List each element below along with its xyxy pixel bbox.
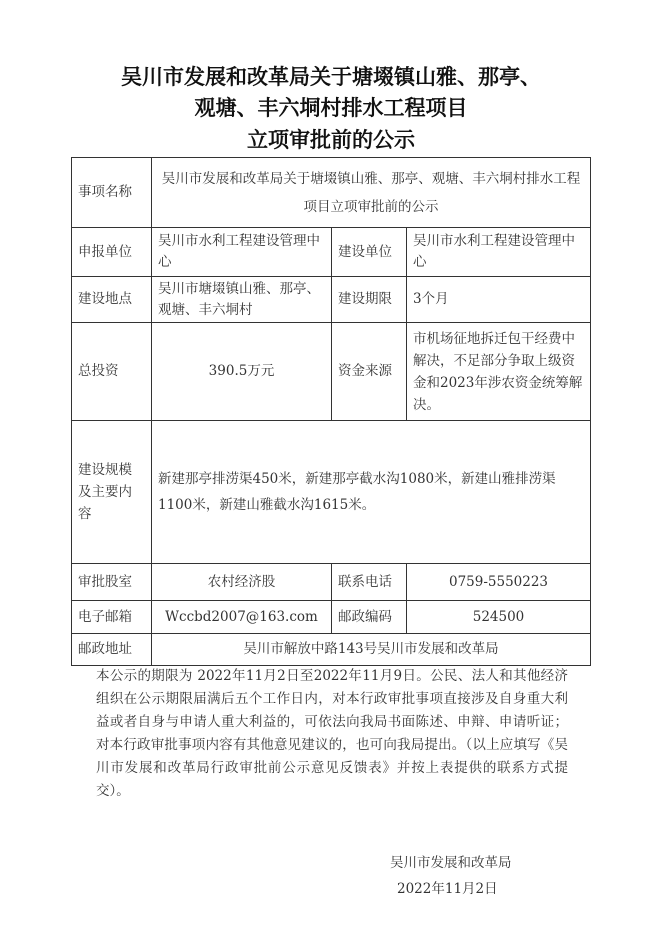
dept-value: 农村经济股: [152, 564, 332, 601]
scope-value: 新建那亭排涝渠450米，新建那亭截水沟1080米，新建山雅排涝渠1100米，新建山雅截水沟1615米。: [152, 421, 591, 564]
postcode-label: 邮政编码: [332, 601, 407, 634]
table-row-investment: [72, 323, 591, 421]
address-value: 吴川市解放中路143号吴川市发展和改革局: [152, 634, 591, 666]
table-row-scope: [72, 421, 591, 564]
project-info-table: [71, 157, 591, 666]
project-name-value: 吴川市发展和改革局关于塘㙍镇山雅、那亭、观塘、丰六垌村排水工程项目立项审批前的公示: [152, 158, 591, 228]
applicant-value: 吴川市水利工程建设管理中心: [152, 228, 332, 277]
investment-value: 390.5万元: [152, 323, 332, 421]
table-row-project-name: [72, 158, 591, 228]
table-row-email: [72, 601, 591, 634]
page-title-line-3: 立项审批前的公示: [247, 128, 415, 152]
signature-date: 2022年11月2日: [397, 881, 498, 897]
table-row-dept: [72, 564, 591, 601]
table-row-applicant: [72, 228, 591, 277]
period-label: 建设期限: [332, 277, 407, 323]
investment-label: 总投资: [72, 323, 152, 421]
page-title-line-1: 吴川市发展和改革局关于塘㙍镇山雅、那亭、: [121, 65, 541, 89]
phone-label: 联系电话: [332, 564, 407, 601]
scope-label: 建设规模及主要内容: [72, 421, 152, 564]
builder-value: 吴川市水利工程建设管理中心: [407, 228, 591, 277]
location-label: 建设地点: [72, 277, 152, 323]
notice-paragraph: 本公示的期限为 2022年11月2日至2022年11月9日。公民、法人和其他经济组织在公示期限届满后五个工作日内，对本行政审批事项直接涉及自身重大利益或者自身与申请人重大利益的，可依法向我局书面陈述、申辩、申请听证；对本行政审批事项内容有其他意见建议的，也可向我局提出。（以上应填写《吴川市发展和改革局行政审批前公示意见反馈表》并按上表提供的联系方式提交）。: [96, 668, 568, 799]
email-label: 电子邮箱: [72, 601, 152, 634]
postcode-value: 524500: [407, 601, 591, 634]
project-name-label: 事项名称: [72, 158, 152, 228]
builder-label: 建设单位: [332, 228, 407, 277]
dept-label: 审批股室: [72, 564, 152, 601]
address-label: 邮政地址: [72, 634, 152, 666]
table-row-address: [72, 634, 591, 666]
page-title-line-2: 观塘、丰六垌村排水工程项目: [194, 96, 468, 120]
applicant-label: 申报单位: [72, 228, 152, 277]
email-value: Wccbd2007@163.com: [152, 601, 332, 634]
phone-value: 0759-5550223: [407, 564, 591, 601]
table-row-location: [72, 277, 591, 323]
signature-org: 吴川市发展和改革局: [390, 855, 512, 871]
funding-value: 市机场征地拆迁包干经费中解决，不足部分争取上级资金和2023年涉农资金统筹解决。: [407, 323, 591, 421]
location-value: 吴川市塘㙍镇山雅、那亭、观塘、丰六垌村: [152, 277, 332, 323]
funding-label: 资金来源: [332, 323, 407, 421]
period-value: 3个月: [407, 277, 591, 323]
